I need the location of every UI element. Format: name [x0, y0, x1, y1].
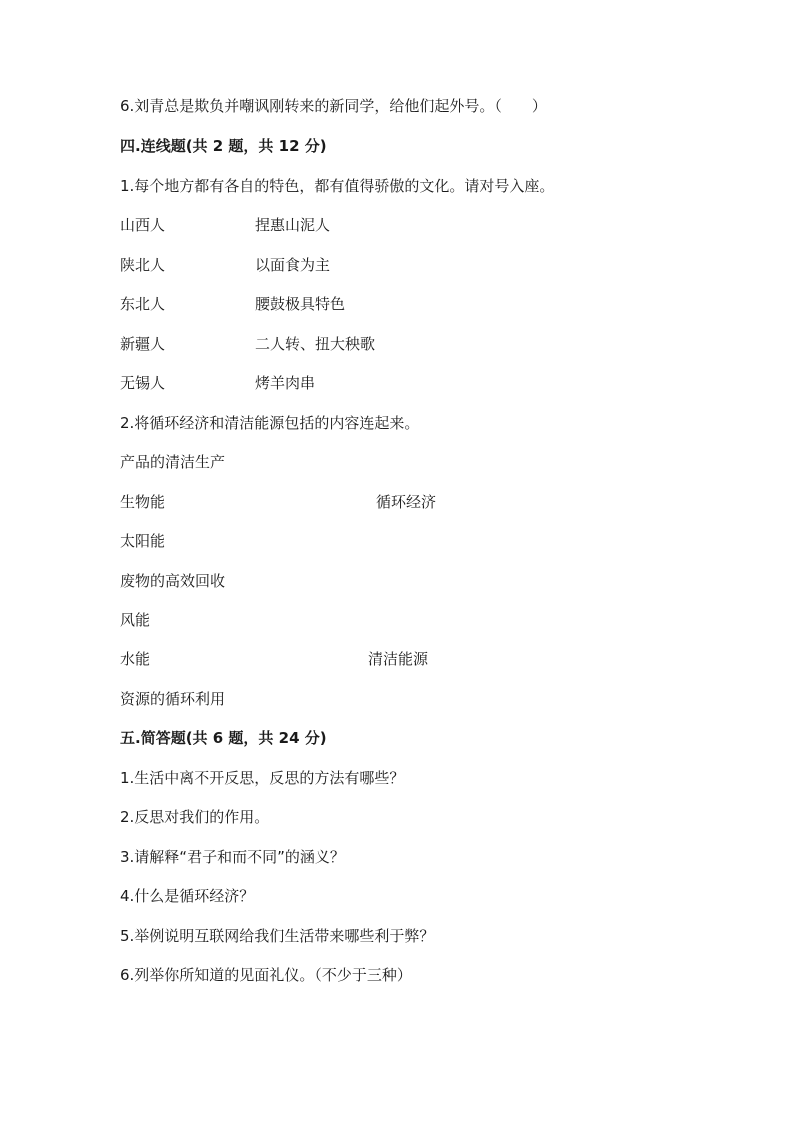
match2-item: 水能	[120, 650, 151, 668]
match1-right-item: 二人转、扭大秧歌	[255, 335, 376, 353]
match2-item: 风能	[120, 611, 151, 629]
match2-item: 太阳能	[120, 532, 166, 550]
judgement-question-6: 6.刘青总是欺负并嘲讽刚转来的新同学，给他们起外号。（ ）	[120, 97, 547, 115]
section-4-heading: 四.连线题(共 2 题，共 12 分)	[120, 137, 327, 155]
short-answer-question: 2.反思对我们的作用。	[120, 808, 270, 826]
match1-right-item: 以面食为主	[255, 256, 331, 274]
match1-right-item: 腰鼓极具特色	[255, 295, 346, 313]
match1-right-item: 捏惠山泥人	[255, 216, 331, 234]
match2-item: 产品的清洁生产	[120, 453, 226, 471]
match1-left-item: 东北人	[120, 295, 166, 313]
short-answer-question: 4.什么是循环经济？	[120, 887, 255, 905]
section-5-heading: 五.简答题(共 6 题，共 24 分)	[120, 729, 327, 747]
short-answer-question: 3.请解释“君子和而不同”的涵义？	[120, 848, 345, 866]
match1-left-item: 陕北人	[120, 256, 166, 274]
match2-item: 废物的高效回收	[120, 572, 226, 590]
short-answer-question: 1.生活中离不开反思，反思的方法有哪些？	[120, 769, 405, 787]
short-answer-question: 5.举例说明互联网给我们生活带来哪些利于弊？	[120, 927, 435, 945]
match2-target: 循环经济	[376, 493, 437, 511]
match1-left-item: 新疆人	[120, 335, 166, 353]
short-answer-question: 6.列举你所知道的见面礼仪。（不少于三种）	[120, 966, 412, 984]
match2-item: 生物能	[120, 493, 166, 511]
match1-right-item: 烤羊肉串	[255, 374, 316, 392]
match1-left-item: 山西人	[120, 216, 166, 234]
match1-left-item: 无锡人	[120, 374, 166, 392]
match2-target: 清洁能源	[368, 650, 429, 668]
matching-question-2-prompt: 2.将循环经济和清洁能源包括的内容连起来。	[120, 414, 420, 432]
matching-question-1-prompt: 1.每个地方都有各自的特色，都有值得骄傲的文化。请对号入座。	[120, 177, 555, 195]
match2-item: 资源的循环利用	[120, 690, 226, 708]
